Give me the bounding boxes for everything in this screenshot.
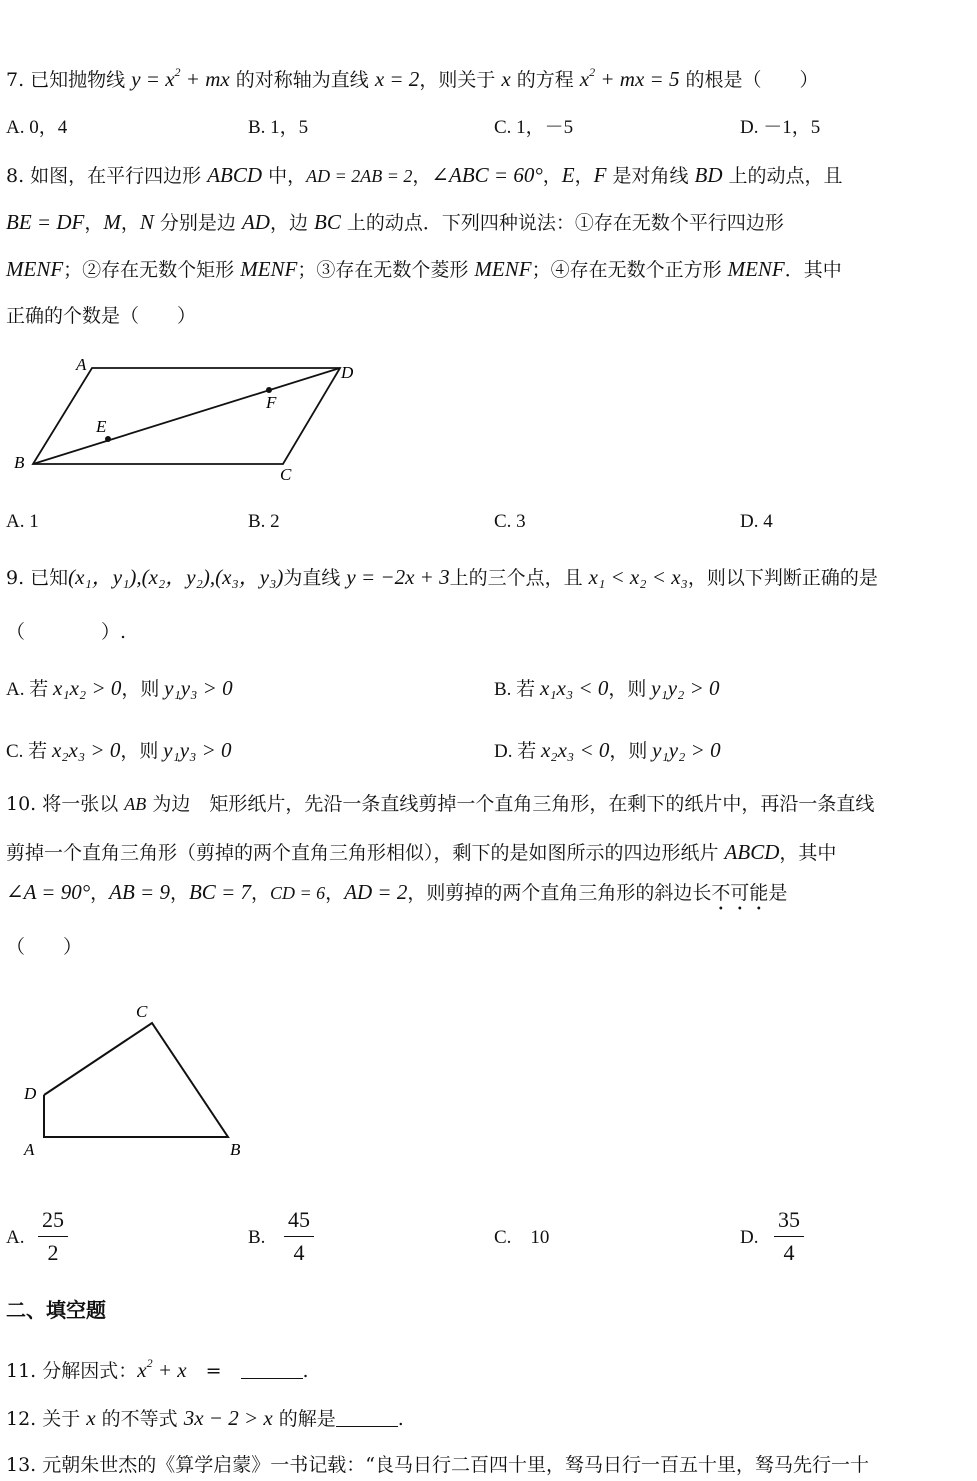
q8-l2-a: ， (84, 212, 104, 234)
q8-l2-m: M (103, 210, 121, 234)
q8-line-2 (6, 210, 784, 235)
q11-expr-b: + x (152, 1358, 187, 1382)
q10-l3-ad: AD = 2 (344, 880, 408, 904)
q7-eq1-mid: = x (140, 67, 175, 91)
q7-eq1-rest: + mx (180, 67, 230, 91)
q10-l3-a: ， (90, 882, 110, 904)
q8-l1-a: 8. 如图，在平行四边形 (6, 165, 208, 187)
q9-d-cond: x₂x₃ < 0 (540, 738, 610, 762)
q8-l1-h: 上的动点，且 (722, 165, 843, 187)
q10-line-4: （ ） (6, 936, 83, 958)
q8-line-4: 正确的个数是（ ） (6, 305, 197, 327)
q13-line: 13. 元朝朱世杰的《算学启蒙》一书记载：“良马日行二百四十里，驽马日行一百五十里，驽马先行一十 (6, 1454, 869, 1476)
q11-expr-a: x (137, 1358, 147, 1382)
q9-c-prefix: C. 若 (6, 741, 52, 762)
q10-label-d: D (24, 1084, 37, 1103)
q7-text-b: 的对称轴为直线 (229, 69, 375, 91)
q8-l3-menf1: MENF (6, 257, 64, 281)
q10-l3-cd: CD = 6 (270, 883, 326, 903)
q7-eq2-exp: 2 (589, 65, 596, 79)
q12-suffix: 的解是 (272, 1408, 336, 1430)
q8-label-b: B (14, 453, 25, 472)
q7-var-x: x (501, 67, 511, 91)
q10-option-d-fraction (774, 1207, 804, 1266)
q10-d-numerator: 35 (778, 1207, 800, 1232)
q10-line-1 (6, 792, 874, 816)
section-heading: 二、填空题 (6, 1298, 106, 1322)
q8-l1-f: F (593, 163, 607, 187)
q7-text-d: 的方程 (510, 69, 580, 91)
q8-l2-eq: BE = DF (6, 210, 85, 234)
q9-line-1 (6, 565, 878, 590)
q12-end: . (397, 1408, 404, 1430)
q10-option-a-label: A. (6, 1227, 25, 1248)
q8-l1-b: 中， (262, 165, 307, 187)
q9-option-d (494, 738, 721, 764)
q8-l2-n: N (139, 210, 154, 234)
q10-l3-b: ， (169, 882, 189, 904)
q8-l3-menf2: MENF (240, 257, 298, 281)
q10-a-bar (38, 1236, 68, 1237)
q11-exp: 2 (146, 1356, 153, 1370)
q10-option-d-label: D. (740, 1227, 759, 1248)
q9-b-cond: x₁x₃ < 0 (539, 676, 609, 700)
q9-b-res: y₁y₂ > 0 (651, 676, 720, 700)
q8-l1-e: E (561, 163, 575, 187)
q8-l1-abcd: ABCD (207, 163, 263, 187)
q8-l1-c: ， (412, 165, 432, 187)
q8-l1-g: 是对角线 (606, 165, 695, 187)
q8-diagonal-bd (33, 368, 340, 464)
q9-a-res: y₁y₃ > 0 (164, 676, 233, 700)
q8-l2-b: ， (120, 212, 140, 234)
q9-l1-a: 9. 已知 (6, 567, 69, 589)
q10-label-c: C (136, 1002, 148, 1021)
q10-b-denominator: 4 (293, 1240, 305, 1265)
q8-option-d: D. 4 (740, 511, 773, 532)
q10-quadrilateral-figure (0, 995, 270, 1170)
q10-option-a-fraction (38, 1207, 68, 1266)
q9-line-eq: y = −2x + 3 (346, 565, 450, 589)
q10-l3-angle: ∠A = 90° (6, 880, 91, 904)
q9-b-prefix: B. 若 (494, 679, 540, 700)
q12-var: x (86, 1406, 96, 1430)
q7-axis: x = 2 (374, 67, 420, 91)
q7-text-a: 7. 已知抛物线 (6, 69, 132, 91)
q10-l3-bc: BC = 7 (188, 880, 251, 904)
q8-l3-menf4: MENF (727, 257, 785, 281)
q11-eq: = (186, 1360, 241, 1382)
q8-line-1 (6, 163, 843, 188)
q9-option-b (494, 676, 720, 702)
q9-line-2: （ ）. (6, 621, 127, 643)
q8-l1-d: ， (542, 165, 562, 187)
q7-eq2-a: x (579, 67, 590, 91)
q9-c-cond: x₂x₃ > 0 (51, 738, 121, 762)
q7-text-c: ，则关于 (419, 69, 502, 91)
q10-b-bar (284, 1236, 314, 1237)
q7-option-d: D. －1，5 (740, 117, 821, 138)
q11-end: . (302, 1360, 309, 1382)
q12-answer-blank[interactable] (336, 1408, 398, 1427)
q8-l3-a: ；②存在无数个矩形 (63, 259, 241, 281)
q8-l2-d: ，边 (269, 212, 315, 234)
q8-l1-angle: ∠ABC = 60° (431, 163, 543, 187)
q9-l1-d: ，则以下判断正确的是 (687, 567, 878, 589)
q8-parallelogram-figure (0, 350, 380, 490)
q10-option-c: C. 10 (494, 1227, 550, 1248)
q10-l2-abcd: ABCD (724, 840, 780, 864)
q10-line-3 (6, 880, 787, 915)
q10-l3-e: ，则剪掉的两个直角三角形的斜边长 (407, 882, 712, 904)
q9-option-a (6, 676, 233, 702)
q10-l3-c: ， (251, 882, 271, 904)
q12-mid: 的不等式 (95, 1408, 184, 1430)
q8-l2-bc: BC (314, 210, 341, 234)
q8-l2-c: 分别是边 (153, 212, 242, 234)
q8-l3-d: ．其中 (784, 259, 842, 281)
q10-a-numerator: 25 (42, 1207, 64, 1232)
q11-expr (137, 1358, 186, 1382)
q8-option-c: C. 3 (494, 511, 526, 532)
q8-label-a: A (76, 355, 87, 374)
q10-d-bar (774, 1236, 804, 1237)
q10-d-denominator: 4 (783, 1240, 795, 1265)
q10-l2-a: 剪掉一个直角三角形（剪掉的两个直角三角形相似），剩下的是如图所示的四边形纸片 (6, 842, 725, 864)
q10-quadrilateral (44, 1023, 228, 1137)
q9-d-prefix: D. 若 (494, 741, 541, 762)
q10-l3-emph: 不可能 (711, 882, 769, 904)
q10-option-b-fraction (284, 1207, 314, 1266)
q7-option-b: B. 1，5 (248, 117, 309, 138)
q7-eq1 (131, 67, 230, 91)
q12-prefix: 12. 关于 (6, 1408, 87, 1430)
q7-eq1-lhs: y (131, 67, 141, 91)
q7-eq2 (580, 67, 680, 91)
q10-l3-ab: AB = 9 (109, 880, 170, 904)
q8-l3-c: ；④存在无数个正方形 (531, 259, 728, 281)
q10-l1-c: 矩形纸片，先沿一条直线剪掉一个直角三角形，在剩下的纸片中，再沿一条直线 (190, 793, 875, 815)
q7-option-c: C. 1，－5 (494, 117, 574, 138)
q8-l2-e: 上的动点．下列四种说法：①存在无数个平行四边形 (340, 212, 784, 234)
q9-points: (x₁，y₁),(x₂，y₂),(x₃，y₃) (68, 565, 284, 589)
q8-l3-b: ；③存在无数个菱形 (297, 259, 475, 281)
q8-l1-cond: AD = 2AB = 2 (306, 166, 413, 186)
q7-eq2-b: + mx = 5 (595, 67, 680, 91)
q10-label-a: A (24, 1140, 35, 1159)
q9-d-res: y₁y₂ > 0 (652, 738, 721, 762)
q10-label-b: B (230, 1140, 241, 1159)
q10-l1-ab: AB (124, 794, 147, 814)
q9-c-res: y₁y₃ > 0 (163, 738, 232, 762)
q9-b-mid: ，则 (608, 679, 652, 700)
q9-c-mid: ，则 (120, 741, 164, 762)
q9-l1-b: 为直线 (283, 567, 347, 589)
q9-option-c (6, 738, 232, 764)
q8-label-e: E (96, 417, 107, 436)
q9-a-prefix: A. 若 (6, 679, 53, 700)
q8-l3-menf3: MENF (474, 257, 532, 281)
q12-ineq: 3x − 2 > x (183, 1406, 273, 1430)
q8-label-d: D (341, 363, 354, 382)
q9-a-cond: x₁x₂ > 0 (52, 676, 122, 700)
q10-l1-a: 10. 将一张以 (6, 793, 125, 815)
q12-line (6, 1406, 404, 1431)
q7-text-e: 的根是（ ） (679, 69, 819, 91)
q8-point-e (105, 436, 111, 442)
q10-b-numerator: 45 (288, 1207, 310, 1232)
q8-option-b: B. 2 (248, 511, 280, 532)
q11-prefix: 11. 分解因式： (6, 1360, 138, 1382)
q9-a-mid: ，则 (121, 679, 165, 700)
q9-l1-c: 上的三个点，且 (449, 567, 589, 589)
q10-a-denominator: 2 (47, 1240, 59, 1265)
q8-l1-bd: BD (694, 163, 723, 187)
q10-line-2 (6, 840, 836, 865)
q7-stem (6, 60, 818, 92)
q9-ineq: x₁ < x₂ < x₃ (588, 565, 688, 589)
q10-l3-f: 是 (768, 882, 788, 904)
q10-l3-d: ， (325, 882, 345, 904)
q8-label-c: C (280, 465, 292, 484)
q8-label-f: F (266, 393, 277, 412)
q11-line (6, 1351, 309, 1383)
q8-l2-ad: AD (241, 210, 270, 234)
q9-d-mid: ，则 (609, 741, 653, 762)
q10-l1-b: 为边 (146, 793, 191, 815)
q10-option-b-label: B. (248, 1227, 266, 1248)
q8-option-a: A. 1 (6, 511, 39, 532)
q10-l2-b: ，其中 (779, 842, 837, 864)
q8-l1-sep: ， (574, 165, 594, 187)
q8-line-3 (6, 257, 842, 282)
q7-option-a: A. 0，4 (6, 117, 68, 138)
q7-eq1-exp: 2 (174, 65, 181, 79)
q11-answer-blank[interactable] (241, 1360, 303, 1379)
